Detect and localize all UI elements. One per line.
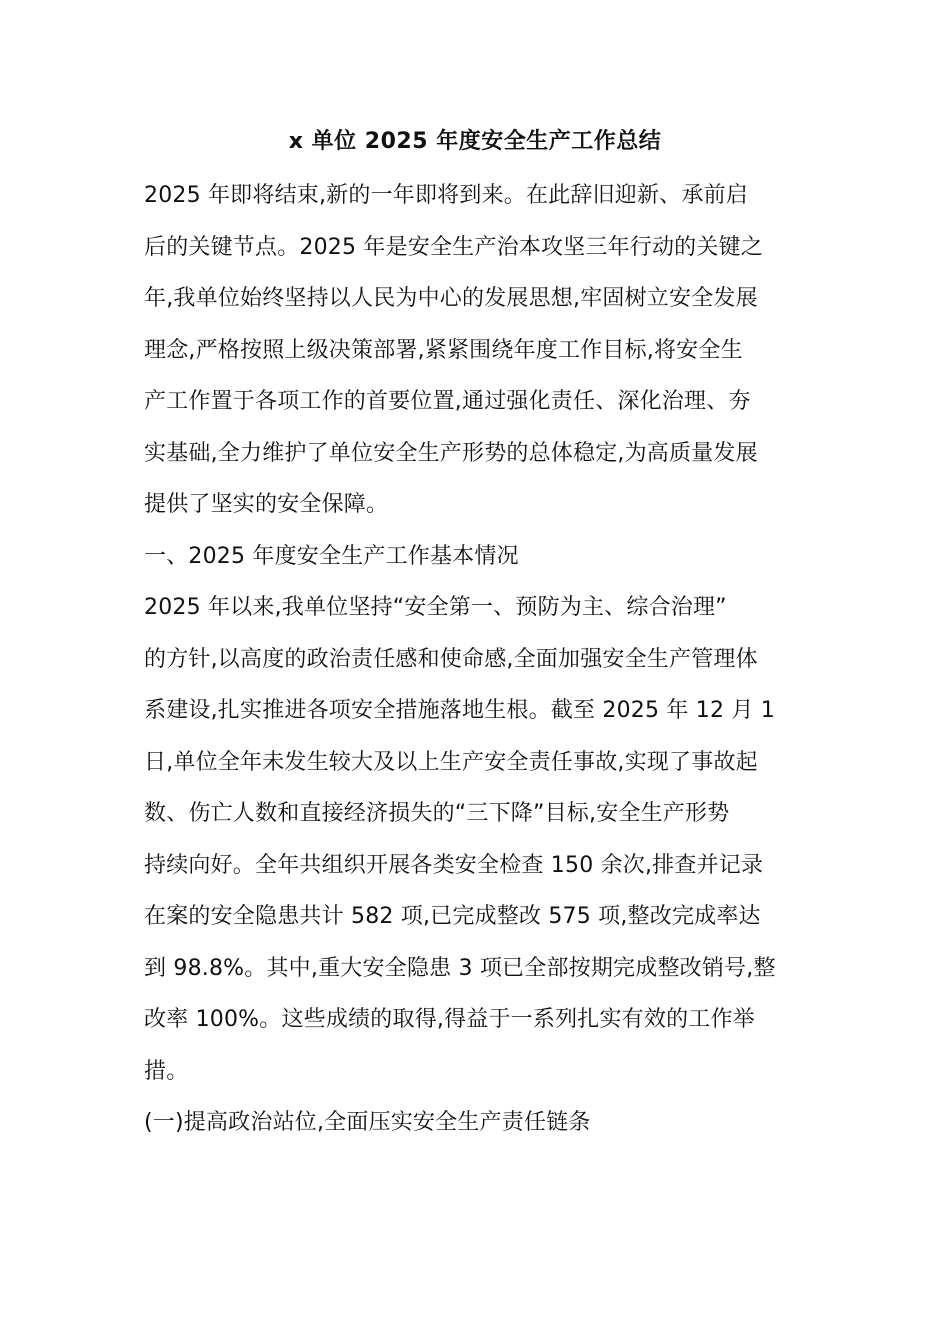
- text-line: 到 98.8%。其中,重大安全隐患 3 项已全部按期完成整改销号,整: [144, 955, 776, 981]
- document-title: x 单位 2025 年度安全生产工作总结: [288, 129, 662, 154]
- text-line: 2025 年即将结束,新的一年即将到来。在此辞旧迎新、承前启: [144, 183, 748, 208]
- text-line: 持续向好。全年共组织开展各类安全检查 150 余次,排查并记录: [144, 852, 764, 878]
- text-line: 年,我单位始终坚持以人民为中心的发展思想,牢固树立安全发展: [144, 286, 758, 311]
- text-line: 2025 年以来,我单位坚持“安全第一、预防为主、综合治理”: [144, 595, 727, 620]
- text-line: 提供了坚实的安全保障。: [144, 492, 389, 517]
- text-line: 产工作置于各项工作的首要位置,通过强化责任、深化治理、夯: [144, 389, 751, 414]
- text-line: 系建设,扎实推进各项安全措施落地生根。截至 2025 年 12 月 1: [144, 698, 775, 723]
- document-body: [144, 176, 808, 1155]
- text-line: 改率 100%。这些成绩的取得,得益于一系列扎实有效的工作举: [144, 1007, 755, 1032]
- text-line: 措。: [144, 1058, 189, 1084]
- intro-paragraph: [144, 176, 808, 537]
- section-paragraph: [144, 588, 808, 1103]
- text-line: 后的关键节点。2025 年是安全生产治本攻坚三年行动的关键之: [144, 234, 763, 260]
- text-line: 数、伤亡人数和直接经济损失的“三下降”目标,安全生产形势: [144, 801, 730, 826]
- text-line: 日,单位全年未发生较大及以上生产安全责任事故,实现了事故起: [144, 749, 758, 775]
- subsection-heading: (一)提高政治站位,全面压实安全生产责任链条: [144, 1110, 591, 1135]
- text-line: 在案的安全隐患共计 582 项,已完成整改 575 项,整改完成率达: [144, 904, 761, 929]
- section-heading: 一、2025 年度安全生产工作基本情况: [144, 543, 519, 569]
- text-line: 的方针,以高度的政治责任感和使命感,全面加强安全生产管理体: [144, 646, 758, 672]
- text-line: 理念,严格按照上级决策部署,紧紧围绕年度工作目标,将安全生: [144, 337, 743, 363]
- text-line: 实基础,全力维护了单位安全生产形势的总体稳定,为高质量发展: [144, 440, 758, 466]
